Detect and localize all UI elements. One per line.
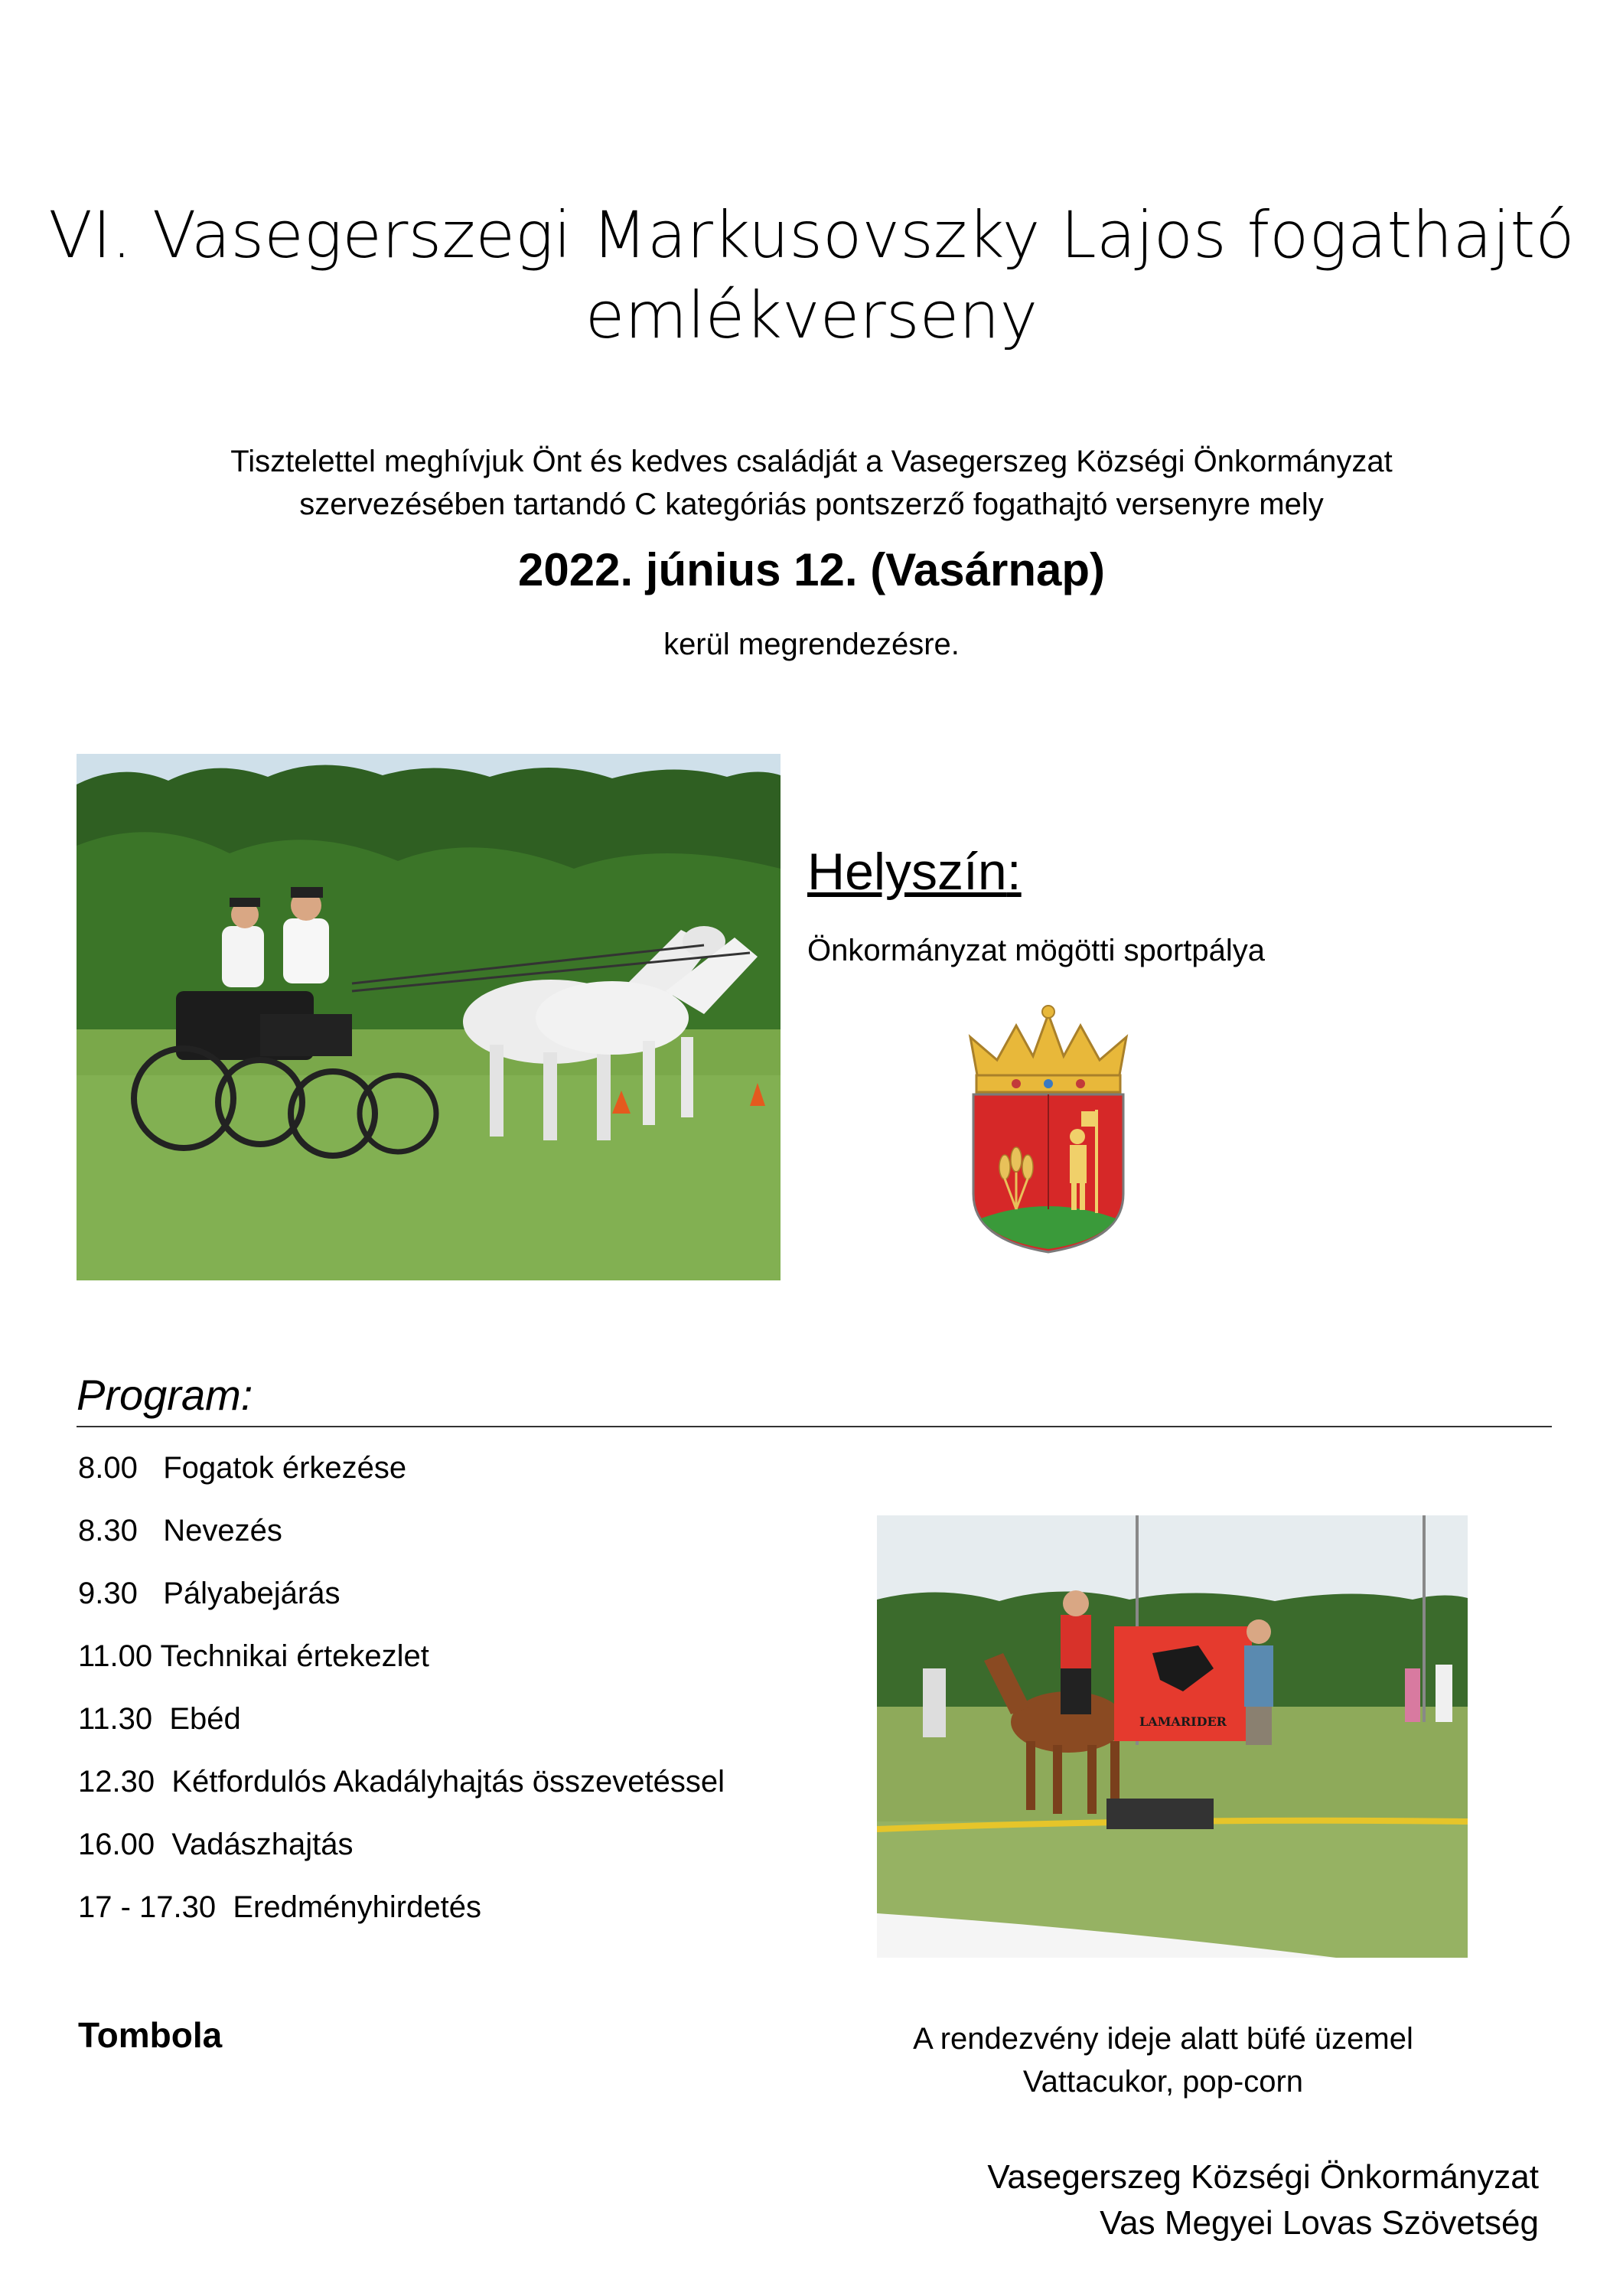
organizer-2: Vas Megyei Lovas Szövetség bbox=[1100, 2204, 1539, 2242]
tombola-label: Tombola bbox=[78, 2015, 223, 2055]
buffet-line-1: A rendezvény ideje alatt büfé üzemel bbox=[913, 2022, 1413, 2056]
coat-of-arms-icon bbox=[963, 1003, 1134, 1255]
location-text: Önkormányzat mögötti sportpálya bbox=[807, 934, 1266, 967]
carriage-photo bbox=[77, 754, 781, 1280]
program-item: 8.30 Nevezés bbox=[78, 1514, 282, 1548]
program-item: 12.30 Kétfordulós Akadályhajtás összevetéssel bbox=[78, 1765, 725, 1799]
program-item: 8.00 Fogatok érkezése bbox=[78, 1451, 407, 1485]
program-list bbox=[78, 1446, 725, 1949]
program-divider bbox=[77, 1426, 1552, 1427]
program-item: 9.30 Pályabejárás bbox=[78, 1577, 341, 1610]
title-line-1: VI. Vasegerszegi Markusovszky Lajos fogathajtó bbox=[48, 197, 1575, 272]
location-heading-text: Helyszín bbox=[807, 843, 1007, 901]
buffet-info bbox=[857, 2017, 1469, 2103]
program-item: 16.00 Vadászhajtás bbox=[78, 1828, 354, 1861]
rider-flag-photo bbox=[877, 1515, 1468, 1958]
poster-title bbox=[0, 195, 1623, 356]
invitation-line-1: Tisztelettel meghívjuk Önt és kedves családját a Vasegerszeg Községi Önkormányzat bbox=[230, 445, 1393, 478]
buffet-line-2: Vattacukor, pop-corn bbox=[1022, 2065, 1304, 2099]
title-line-2: emlékverseny bbox=[585, 278, 1038, 353]
program-heading: Program: bbox=[77, 1371, 253, 1419]
invitation-text bbox=[0, 440, 1623, 526]
flag-text: LAMARIDER bbox=[1139, 1714, 1227, 1729]
event-date: 2022. június 12. (Vasárnap) bbox=[517, 544, 1106, 595]
location-heading bbox=[807, 842, 1022, 902]
invitation-closing: kerül megrendezésre. bbox=[663, 628, 960, 661]
program-item: 17 - 17.30 Eredményhirdetés bbox=[78, 1890, 481, 1924]
organizers bbox=[987, 2154, 1539, 2246]
organizer-1: Vasegerszeg Községi Önkormányzat bbox=[987, 2158, 1539, 2196]
location-heading-colon: : bbox=[1006, 843, 1022, 901]
program-item: 11.30 Ebéd bbox=[78, 1702, 241, 1736]
invitation-line-2: szervezésében tartandó C kategóriás pontszerző fogathajtó versenyre mely bbox=[299, 488, 1324, 521]
program-item: 11.00 Technikai értekezlet bbox=[78, 1639, 429, 1673]
